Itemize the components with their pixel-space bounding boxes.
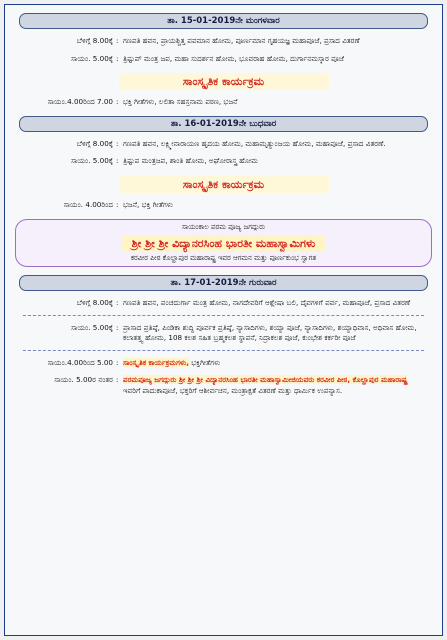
guru-highlight: ಪರಮಪೂಜ್ಯ ಜಗದ್ಗುರು ಶ್ರೀ ಶ್ರೀ ಶ್ರೀ ವಿದ್ಯಾನರಸಿಂಹ ಭಾರತೀ ಮಹಾಸ್ವಾಮೀಜಿಯವರು ಕರವೀರ ಪೀಠ, ಕೊಲ್ಹಾಪುರ ಮಹಾರಾಷ್ಟ್ರ (123, 375, 408, 384)
speaker-name: ಶ್ರೀ ಶ್ರೀ ಶ್ರೀ ವಿದ್ಯಾನರಸಿಂಹ ಭಾರತೀ ಮಹಾಸ್ವಾಮಿಗಳು (122, 236, 326, 252)
date-header-day1: ತಾ. 15-01-2019ನೇ ಮಂಗಳವಾರ (19, 13, 428, 29)
day1-morning-row: ಬೆಳಿಗ್ಗೆ 8.00ಕ್ಕೆ : ಗಣಪತಿ ಹವನ, ಪ್ರಾಯಶ್ಚಿತ್ತ ಪವಮಾನ ಹೋಮ, ಪೂರ್ಣಮಾನ ಗೃಹಯಜ್ಞ ಮಹಾಪೂಜೆ, ಪ್ರಸಾದ ವಿತರಣೆ (5, 36, 442, 47)
event-list: ತ್ರಿಷ್ಟುಪ್ ಮಂತ್ರ ಜಪ, ಮಹಾ ಸುದರ್ಶನ ಹೋಮ, ಭೂವರಾಹ ಹೋಮ, ದುರ್ಗಾನಮಸ್ಕಾರ ಪೂಜೆ (123, 53, 345, 63)
divider (23, 315, 424, 316)
time-label: ಸಾಯಂ. 5.00ಕ್ಕೆ (70, 156, 113, 165)
time-label: ಸಾಯಂ. 5.00ರ ನಂತರ (54, 375, 113, 384)
event-list: ಇವರಿಗೆ ಪಾದುಕಾಪೂಜೆ, ಭಕ್ತರಿಗೆ ಆಶೀರ್ವಚನ, ಮಂತ್ರಾಕ್ಷತೆ ವಿತರಣೆ ಮತ್ತು ಧಾರ್ಮಿಕ ಉಪನ್ಯಾಸ. (123, 385, 343, 395)
speaker-details: ಕರವೀರ ಪೀಠ ಕೊಲ್ಹಾಪುರ ಮಹಾರಾಷ್ಟ್ರ ಇವರ ಆಗಮನ ಮತ್ತು ಪೂರ್ಣಕುಂಭ ಸ್ವಾಗತ (130, 254, 317, 262)
cultural-header: ಸಾಂಸ್ಕೃತಿಕ ಕಾರ್ಯಕ್ರಮ (119, 176, 329, 193)
day3-late-row: ಸಾಯಂ. 5.00ರ ನಂತರ : ಪರಮಪೂಜ್ಯ ಜಗದ್ಗುರು ಶ್ರೀ ಶ್ರೀ ಶ್ರೀ ವಿದ್ಯಾನರಸಿಂಹ ಭಾರತೀ ಮಹಾಸ್ವಾಮೀಜಿಯವರು ಕರವೀರ ಪೀಠ, ಕೊಲ್ಹಾಪುರ ಮಹಾರಾಷ್ಟ್ರ ಇವರಿಗೆ ಪಾದುಕಾಪೂಜೆ, ಭಕ್ತರಿಗೆ ಆಶೀರ್ವಚನ, ಮಂತ್ರಾಕ್ಷತೆ ವಿತರಣೆ ಮತ್ತು ಧಾರ್ಮಿಕ ಉಪನ್ಯಾಸ. (5, 375, 442, 396)
day2-evening-row: ಸಾಯಂ. 5.00ಕ್ಕೆ : ತ್ರಿಷ್ಟುಪ ಮಂತ್ರಜಪ, ಶಾಂತಿ ಹೋಮ, ಅಘೋರಾಸ್ತ್ರ ಹೋಮ (5, 156, 442, 167)
event-list: ಭಜನೆ, ಭಕ್ತಿ ಗೀತೆಗಳು (123, 199, 173, 209)
time-label: ಬೆಳಿಗ್ಗೆ 8.00ಕ್ಕೆ (76, 138, 113, 148)
speaker-intro: ಸಾಯಂಕಾಲ ಪರಮ ಪೂಜ್ಯ ಜಗದ್ಗುರು (181, 223, 266, 231)
event-list: ಪ್ರಾಸಾದ ಪ್ರತಿಷ್ಠೆ, ಪಿಂಡಿಕಾ ಶುದ್ಧಿ ಪೂರ್ವಕ ಪ್ರತಿಷ್ಠೆ, ನ್ಯಾಸಾದಿಗಳು, ಶಯ್ಯಾ ಪೂಜೆ, ನ್ಯಾಸಾದಿಗಳು, ಶಯ್ಯಾಧಿವಾಸ, ಅಧಿವಾಸ ಹೋಮ, ಕಲಾತತ್ತ್ವ ಹೋಮ, 108 ಕಲಶ ಸಹಿತ ಬ್ರಹ್ಮಕಲಶ ಸ್ಥಾಪನೆ, ನಿದ್ರಾಕಲಶ ಪೂಜೆ, ಕುಂಭೇಶ ಕರ್ಕರೀ ಪೂಜೆ (123, 322, 417, 342)
day1-cultural-row: ಸಾಯಂ.4.00ರಿಂದ 7.00 : ಭಕ್ತಿ ಗೀತೆಗಳು, ಲಲಿತಾ ಸಹಸ್ರನಾಮ ಪಠಣ, ಭಜನೆ (5, 97, 442, 108)
day3-cultural-row: ಸಾಯಂ.4.00ರಿಂದ 5.00 : ಸಾಂಸ್ಕೃತಿಕ ಕಾರ್ಯಕ್ರಮಗಳು, ಭಕ್ತಿಗೀತೆಗಳು (5, 358, 442, 369)
divider (23, 350, 424, 351)
day1-evening-row: ಸಾಯಂ. 5.00ಕ್ಕೆ : ತ್ರಿಷ್ಟುಪ್ ಮಂತ್ರ ಜಪ, ಮಹಾ ಸುದರ್ಶನ ಹೋಮ, ಭೂವರಾಹ ಹೋಮ, ದುರ್ಗಾನಮಸ್ಕಾರ ಪೂಜೆ (5, 54, 442, 65)
event-list: ತ್ರಿಷ್ಟುಪ ಮಂತ್ರಜಪ, ಶಾಂತಿ ಹೋಮ, ಅಘೋರಾಸ್ತ್ರ ಹೋಮ (123, 156, 259, 165)
day2-morning-row: ಬೆಳಿಗ್ಗೆ 8.00ಕ್ಕೆ : ಗಣಪತಿ ಹವನ, ಲಕ್ಷ್ಮೀನಾರಾಯಣ ಹೃದಯ ಹೋಮ, ಮಹಾಮೃತ್ಯುಂಜಯ ಹೋಮ, ಮಹಾಪೂಜೆ, ಪ್ರಸಾದ ವಿತರಣೆ. (5, 139, 442, 150)
speaker-box (15, 219, 432, 267)
date-header-day3: ತಾ. 17-01-2019ನೇ ಗುರುವಾರ (19, 275, 428, 291)
time-label: ಸಾಯಂ.4.00ರಿಂದ 5.00 (47, 357, 113, 367)
date-header-day2: ತಾ. 16-01-2019ನೇ ಬುಧವಾರ (19, 116, 428, 132)
time-label: ಸಾಯಂ. 5.00ಕ್ಕೆ (70, 322, 113, 332)
event-list: ಗಣಪತಿ ಹವನ, ಪಂಚದುರ್ಗಾ ಮಂತ್ರ ಹೋಮ, ನಾಗದೇವರಿಗೆ ಆಶ್ಲೇಷಾ ಬಲಿ, ದೈವಗಳಿಗೆ ಪರ್ವ, ಮಹಾಪೂಜೆ, ಪ್ರಸಾದ ವಿತರಣೆ (123, 298, 411, 307)
time-label: ಸಾಯಂ. 5.00ಕ್ಕೆ (70, 53, 113, 63)
event-list: ಭಕ್ತಿಗೀತೆಗಳು (191, 357, 221, 367)
time-label: ಬೆಳಿಗ್ಗೆ 8.00ಕ್ಕೆ (76, 298, 113, 307)
schedule-page (4, 4, 443, 636)
day3-evening-row: ಸಾಯಂ. 5.00ಕ್ಕೆ : ಪ್ರಾಸಾದ ಪ್ರತಿಷ್ಠೆ, ಪಿಂಡಿಕಾ ಶುದ್ಧಿ ಪೂರ್ವಕ ಪ್ರತಿಷ್ಠೆ, ನ್ಯಾಸಾದಿಗಳು, ಶಯ್ಯಾ ಪೂಜೆ, ನ್ಯಾಸಾದಿಗಳು, ಶಯ್ಯಾಧಿವಾಸ, ಅಧಿವಾಸ ಹೋಮ, ಕಲಾತತ್ತ್ವ ಹೋಮ, 108 ಕಲಶ ಸಹಿತ ಬ್ರಹ್ಮಕಲಶ ಸ್ಥಾಪನೆ, ನಿದ್ರಾಕಲಶ ಪೂಜೆ, ಕುಂಭೇಶ ಕರ್ಕರೀ ಪೂಜೆ (5, 323, 442, 344)
time-label: ಬೆಳಿಗ್ಗೆ 8.00ಕ್ಕೆ (76, 36, 113, 45)
day2-cultural-row: ಸಾಯಂ. 4.00ರಿಂದ : ಭಜನೆ, ಭಕ್ತಿ ಗೀತೆಗಳು (5, 200, 442, 211)
event-list: ಗಣಪತಿ ಹವನ, ಲಕ್ಷ್ಮೀನಾರಾಯಣ ಹೃದಯ ಹೋಮ, ಮಹಾಮೃತ್ಯುಂಜಯ ಹೋಮ, ಮಹಾಪೂಜೆ, ಪ್ರಸಾದ ವಿತರಣೆ. (123, 138, 386, 148)
time-label: ಸಾಯಂ.4.00ರಿಂದ 7.00 (47, 97, 113, 106)
time-label: ಸಾಯಂ. 4.00ರಿಂದ (63, 199, 113, 209)
cultural-title: ಸಾಂಸ್ಕೃತಿಕ ಕಾರ್ಯಕ್ರಮಗಳು, (123, 357, 189, 367)
event-list: ಗಣಪತಿ ಹವನ, ಪ್ರಾಯಶ್ಚಿತ್ತ ಪವಮಾನ ಹೋಮ, ಪೂರ್ಣಮಾನ ಗೃಹಯಜ್ಞ ಮಹಾಪೂಜೆ, ಪ್ರಸಾದ ವಿತರಣೆ (123, 36, 360, 45)
cultural-header: ಸಾಂಸ್ಕೃತಿಕ ಕಾರ್ಯಕ್ರಮ (119, 73, 329, 90)
event-list: ಭಕ್ತಿ ಗೀತೆಗಳು, ಲಲಿತಾ ಸಹಸ್ರನಾಮ ಪಠಣ, ಭಜನೆ (123, 97, 238, 106)
day3-morning-row: ಬೆಳಿಗ್ಗೆ 8.00ಕ್ಕೆ : ಗಣಪತಿ ಹವನ, ಪಂಚದುರ್ಗಾ ಮಂತ್ರ ಹೋಮ, ನಾಗದೇವರಿಗೆ ಆಶ್ಲೇಷಾ ಬಲಿ, ದೈವಗಳಿಗೆ ಪರ್ವ, ಮಹಾಪೂಜೆ, ಪ್ರಸಾದ ವಿತರಣೆ (5, 298, 442, 309)
